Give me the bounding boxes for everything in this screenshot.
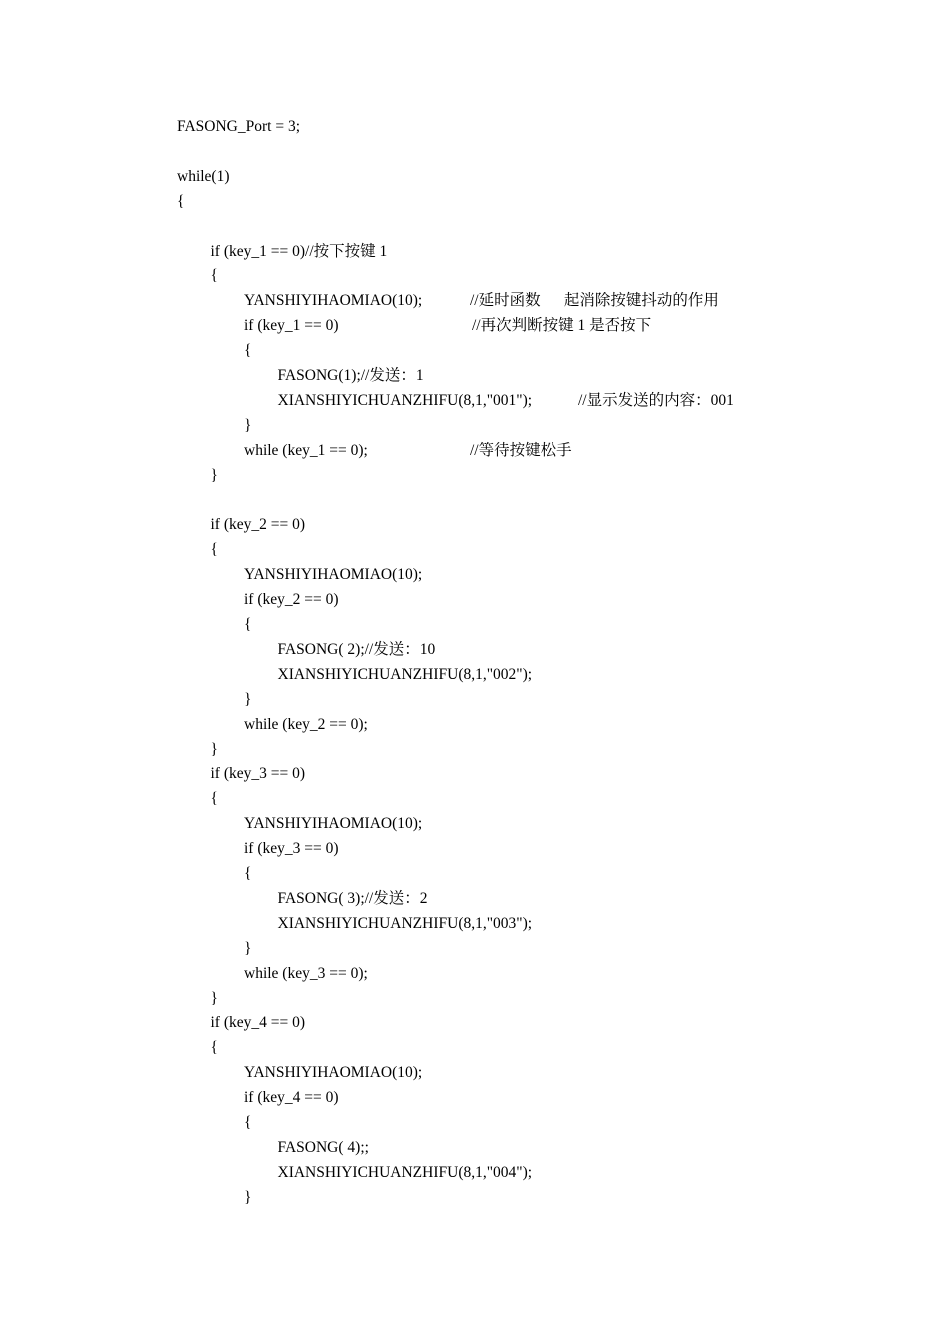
code-line: YANSHIYIHAOMIAO(10); <box>244 566 423 584</box>
code-line: if (key_3 == 0) <box>244 840 339 858</box>
code-comment: //显示发送的内容：001 <box>578 391 734 409</box>
code-line: } <box>244 1188 252 1206</box>
code-line: } <box>244 416 252 434</box>
code-line: if (key_1 == 0) <box>244 317 339 335</box>
code-line: { <box>244 1114 252 1131</box>
code-line: if (key_4 == 0) <box>244 1089 339 1107</box>
code-line: FASONG( 2);//发送：10 <box>277 640 436 658</box>
code-line: XIANSHIYICHUANZHIFU(8,1,"002"); <box>277 665 533 683</box>
code-line: if (key_2 == 0) <box>210 516 306 534</box>
code-line: XIANSHIYICHUANZHIFU(8,1,"003"); <box>277 914 533 932</box>
code-line: { <box>210 267 218 285</box>
code-line: } <box>210 466 218 484</box>
code-line: { <box>210 541 218 559</box>
code-comment: //延时函数 起消除按键抖动的作用 <box>470 292 719 310</box>
code-line: } <box>210 989 218 1007</box>
code-line: { <box>210 1039 218 1057</box>
code-line: FASONG( 3);//发送：2 <box>277 889 428 907</box>
code-line: } <box>244 939 252 957</box>
code-comment: //再次判断按键 1 是否按下 <box>472 317 652 335</box>
code-line: if (key_3 == 0) <box>210 765 306 783</box>
code-line: YANSHIYIHAOMIAO(10); <box>244 292 423 310</box>
code-line: if (key_2 == 0) <box>244 591 339 609</box>
code-line: if (key_4 == 0) <box>210 1014 306 1032</box>
code-line: FASONG( 4);; <box>277 1138 369 1156</box>
code-line: if (key_1 == 0)//按下按键 1 <box>210 242 388 260</box>
code-line: XIANSHIYICHUANZHIFU(8,1,"004"); <box>277 1163 533 1181</box>
code-line: while (key_3 == 0); <box>244 964 368 982</box>
code-line: while (key_2 == 0); <box>244 715 368 733</box>
code-comment: //等待按键松手 <box>470 441 572 459</box>
code-line: { <box>244 616 252 633</box>
code-line: XIANSHIYICHUANZHIFU(8,1,"001"); <box>277 391 533 409</box>
code-line: { <box>177 192 185 210</box>
code-line: while(1) <box>177 167 230 185</box>
code-line: FASONG(1);//发送：1 <box>277 367 424 384</box>
code-line: YANSHIYIHAOMIAO(10); <box>244 815 423 833</box>
code-line: { <box>210 790 218 808</box>
code-line: { <box>244 342 252 360</box>
code-line: { <box>244 865 252 882</box>
code-line: } <box>244 690 252 708</box>
code-line: } <box>210 740 218 758</box>
code-line: YANSHIYIHAOMIAO(10); <box>244 1064 423 1082</box>
code-line: while (key_1 == 0); <box>244 441 368 459</box>
code-line: FASONG_Port = 3; <box>177 118 301 135</box>
